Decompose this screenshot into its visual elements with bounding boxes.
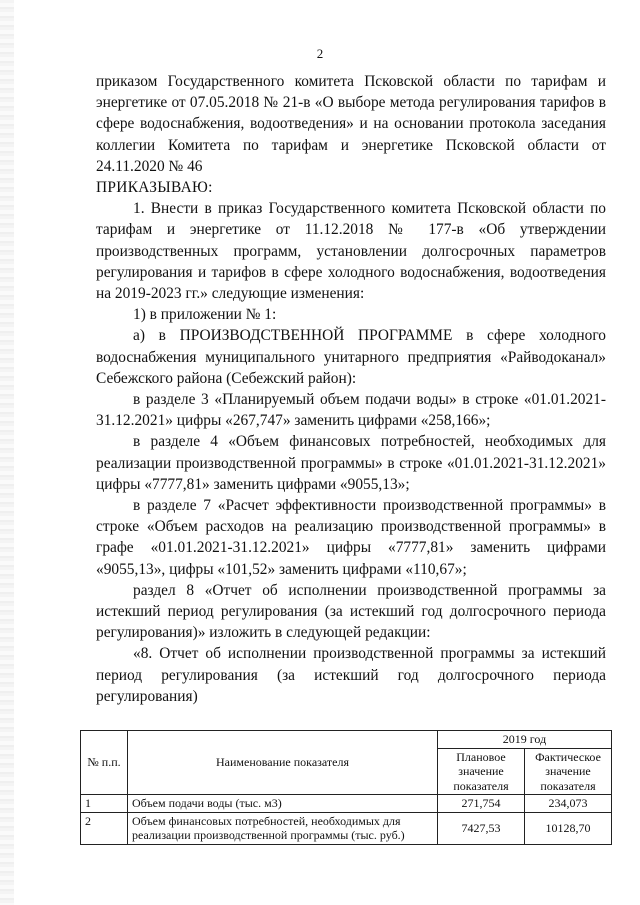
row-indicator-name: Объем финансовых потребностей, необходимых для реализации производственной программы (тыс. руб.) [128,812,438,844]
report-title-paragraph: «8. Отчет об исполнении производственной программы за истекший период регулирования (за истекший год долгосрочного периода регулирования) [96,645,606,705]
section-4-paragraph: в разделе 4 «Объем финансовых потребностей, необходимых для реализации производственной программы» в строке «01.01.2021-31.12.2021» цифры «7777,81» заменить цифрами «9055,13»; [96,433,606,493]
order-heading: ПРИКАЗЫВАЮ: [96,179,213,197]
header-planned: Плановое значение показателя [438,748,525,795]
clause-1-paragraph: 1. Внести в приказ Государственного комитета Псковской области по тарифам и энергетике от 11.12.2018 № 177-в «Об утверждении производственных программ, установлении долгосрочных параметров регулирования и тарифов в сфере холодного водоснабжения, водоотведения на 2019-2023 гг.» следующие изменения: [96,200,606,303]
header-number: № п.п. [81,731,128,795]
table-row [81,795,612,813]
section-8-paragraph: раздел 8 «Отчет об исполнении производственной программы за истекший период регулирования (за истекший год долгосрочного периода регулирования)» изложить в следующей редакции: [96,581,606,642]
row-number: 1 [81,795,128,813]
subclause-a-paragraph: а) в ПРОИЗВОДСТВЕННОЙ ПРОГРАММЕ в сфере холодного водоснабжения муниципального унитарного предприятия «Райводоканал» Себежского района (Себежский район): [96,327,606,387]
header-actual: Фактическое значение показателя [525,748,612,795]
subclause-1-paragraph: 1) в приложении № 1: [133,306,277,324]
row-planned-value: 271,754 [438,795,525,813]
header-year: 2019 год [438,731,612,749]
row-indicator-name: Объем подачи воды (тыс. м3) [128,795,438,813]
scan-edge [0,0,14,905]
row-actual-value: 10128,70 [525,812,612,844]
section-3-paragraph: в разделе 3 «Планируемый объем подачи воды» в строке «01.01.2021-31.12.2021» цифры «267,747» заменить цифрами «258,166»; [96,391,606,430]
report-table [80,730,612,845]
header-indicator-name: Наименование показателя [128,731,438,795]
table-row [81,812,612,844]
page-number: 2 [316,46,324,61]
document-body [96,71,606,707]
preamble-paragraph: приказом Государственного комитета Псковской области по тарифам и энергетике от 07.05.2018 № 21-в «О выборе метода регулирования тарифов в сфере водоснабжения, водоотведения» и на основании протокола заседания коллегии Комитета по тарифам и энергетике Псковской области от 24.11.2020 № 46 [96,73,606,175]
row-actual-value: 234,073 [525,795,612,813]
row-planned-value: 7427,53 [438,812,525,844]
section-7-paragraph: в разделе 7 «Расчет эффективности производственной программы» в строке «Объем расходов на реализацию производственной программы» в графе «01.01.2021-31.12.2021» цифры «7777,81» заменить цифрами «9055,13», цифры «101,52» заменить цифрами «110,67»; [96,497,606,578]
table-header-row [81,731,612,749]
row-number: 2 [81,812,128,844]
